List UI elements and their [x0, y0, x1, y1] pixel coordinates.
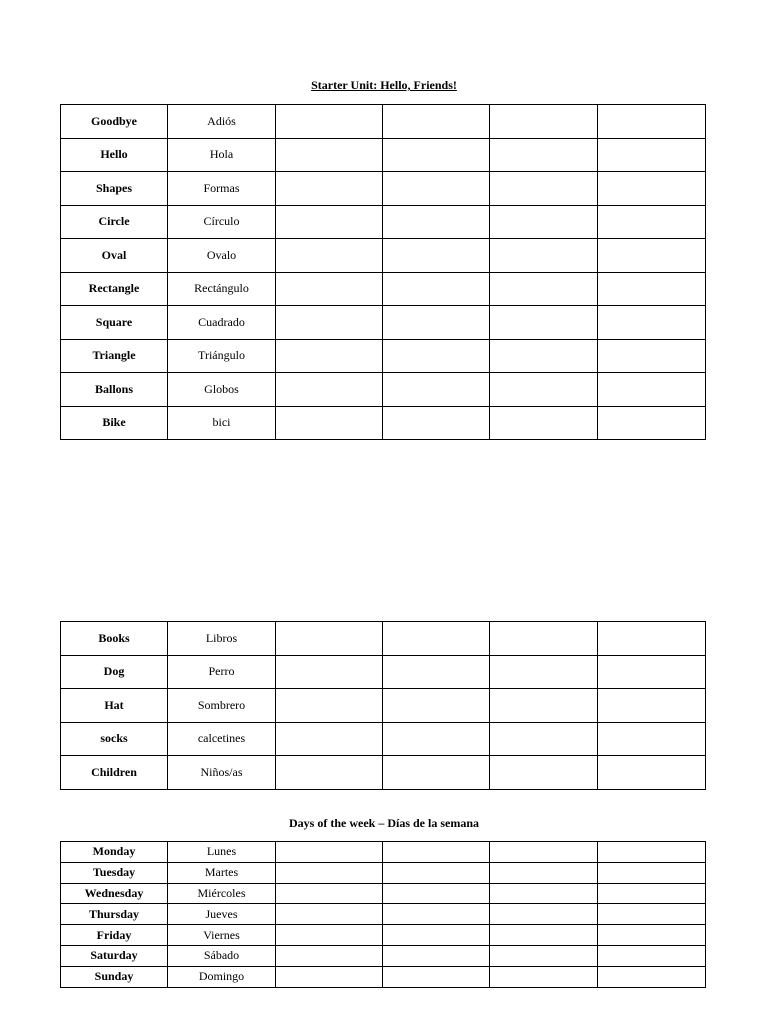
practice-cell — [276, 925, 383, 946]
spanish-word: Jueves — [168, 904, 276, 925]
english-word: Tuesday — [61, 862, 168, 883]
english-word: Monday — [61, 842, 168, 863]
practice-cell — [276, 966, 383, 987]
spanish-word: Rectángulo — [168, 272, 276, 306]
table-row — [61, 373, 706, 407]
practice-cell — [598, 842, 706, 863]
practice-cell — [383, 138, 490, 172]
practice-cell — [598, 722, 706, 756]
practice-cell — [383, 373, 490, 407]
english-word: Bike — [61, 406, 168, 440]
table-row — [61, 689, 706, 723]
practice-cell — [490, 966, 598, 987]
practice-cell — [383, 272, 490, 306]
practice-cell — [276, 842, 383, 863]
practice-cell — [276, 373, 383, 407]
spanish-word: Globos — [168, 373, 276, 407]
practice-cell — [598, 689, 706, 723]
spanish-word: bici — [168, 406, 276, 440]
english-word: Wednesday — [61, 883, 168, 904]
practice-cell — [383, 205, 490, 239]
spanish-word: calcetines — [168, 722, 276, 756]
section-title-days: Days of the week – Días de la semana — [289, 816, 479, 830]
practice-cell — [490, 205, 598, 239]
table-row — [61, 306, 706, 340]
practice-cell — [276, 722, 383, 756]
spanish-word: Viernes — [168, 925, 276, 946]
practice-cell — [490, 722, 598, 756]
practice-cell — [383, 689, 490, 723]
practice-cell — [383, 105, 490, 139]
table-row — [61, 862, 706, 883]
practice-cell — [598, 655, 706, 689]
table-row — [61, 842, 706, 863]
spanish-word: Niños/as — [168, 756, 276, 790]
practice-cell — [276, 904, 383, 925]
table-row — [61, 722, 706, 756]
practice-cell — [490, 622, 598, 656]
practice-cell — [598, 172, 706, 206]
english-word: Goodbye — [61, 105, 168, 139]
practice-cell — [598, 406, 706, 440]
table-row — [61, 239, 706, 273]
practice-cell — [383, 406, 490, 440]
practice-cell — [383, 306, 490, 340]
days-table — [60, 841, 706, 988]
spanish-word: Martes — [168, 862, 276, 883]
spanish-word: Domingo — [168, 966, 276, 987]
practice-cell — [383, 622, 490, 656]
practice-cell — [383, 756, 490, 790]
practice-cell — [383, 655, 490, 689]
practice-cell — [383, 904, 490, 925]
spanish-word: Triángulo — [168, 339, 276, 373]
practice-cell — [598, 239, 706, 273]
table-row — [61, 406, 706, 440]
practice-cell — [490, 105, 598, 139]
practice-cell — [598, 966, 706, 987]
practice-cell — [276, 689, 383, 723]
practice-cell — [490, 655, 598, 689]
practice-cell — [490, 339, 598, 373]
english-word: Ballons — [61, 373, 168, 407]
vocab-table-2 — [60, 621, 706, 790]
practice-cell — [276, 883, 383, 904]
practice-cell — [598, 756, 706, 790]
english-word: Children — [61, 756, 168, 790]
practice-cell — [276, 138, 383, 172]
table-row — [61, 172, 706, 206]
practice-cell — [383, 862, 490, 883]
table-row — [61, 966, 706, 987]
english-word: Hat — [61, 689, 168, 723]
practice-cell — [276, 945, 383, 966]
practice-cell — [276, 272, 383, 306]
practice-cell — [598, 862, 706, 883]
practice-cell — [598, 945, 706, 966]
practice-cell — [490, 945, 598, 966]
practice-cell — [276, 205, 383, 239]
practice-cell — [490, 862, 598, 883]
practice-cell — [598, 925, 706, 946]
spanish-word: Perro — [168, 655, 276, 689]
english-word: Dog — [61, 655, 168, 689]
practice-cell — [598, 138, 706, 172]
practice-cell — [383, 842, 490, 863]
practice-cell — [276, 339, 383, 373]
practice-cell — [276, 862, 383, 883]
practice-cell — [598, 904, 706, 925]
practice-cell — [383, 172, 490, 206]
practice-cell — [490, 689, 598, 723]
practice-cell — [276, 622, 383, 656]
practice-cell — [490, 406, 598, 440]
english-word: Books — [61, 622, 168, 656]
practice-cell — [383, 945, 490, 966]
practice-cell — [598, 373, 706, 407]
spanish-word: Miércoles — [168, 883, 276, 904]
table-row — [61, 925, 706, 946]
practice-cell — [383, 339, 490, 373]
spanish-word: Lunes — [168, 842, 276, 863]
practice-cell — [490, 306, 598, 340]
spanish-word: Sábado — [168, 945, 276, 966]
spanish-word: Sombrero — [168, 689, 276, 723]
practice-cell — [490, 172, 598, 206]
practice-cell — [276, 105, 383, 139]
english-word: Saturday — [61, 945, 168, 966]
table-row — [61, 205, 706, 239]
spanish-word: Adiós — [168, 105, 276, 139]
table-row — [61, 138, 706, 172]
practice-cell — [490, 925, 598, 946]
english-word: Hello — [61, 138, 168, 172]
spanish-word: Formas — [168, 172, 276, 206]
english-word: Square — [61, 306, 168, 340]
practice-cell — [490, 904, 598, 925]
english-word: Friday — [61, 925, 168, 946]
practice-cell — [598, 622, 706, 656]
english-word: socks — [61, 722, 168, 756]
practice-cell — [276, 306, 383, 340]
spanish-word: Hola — [168, 138, 276, 172]
practice-cell — [276, 756, 383, 790]
table-row — [61, 756, 706, 790]
practice-cell — [276, 655, 383, 689]
practice-cell — [490, 756, 598, 790]
english-word: Oval — [61, 239, 168, 273]
practice-cell — [598, 272, 706, 306]
practice-cell — [383, 925, 490, 946]
practice-cell — [598, 339, 706, 373]
spanish-word: Ovalo — [168, 239, 276, 273]
table-row — [61, 622, 706, 656]
practice-cell — [598, 105, 706, 139]
practice-cell — [383, 239, 490, 273]
practice-cell — [383, 722, 490, 756]
practice-cell — [276, 172, 383, 206]
english-word: Sunday — [61, 966, 168, 987]
practice-cell — [598, 883, 706, 904]
practice-cell — [490, 239, 598, 273]
english-word: Thursday — [61, 904, 168, 925]
english-word: Rectangle — [61, 272, 168, 306]
practice-cell — [383, 883, 490, 904]
table-row — [61, 883, 706, 904]
practice-cell — [383, 966, 490, 987]
practice-cell — [276, 406, 383, 440]
practice-cell — [490, 138, 598, 172]
practice-cell — [598, 306, 706, 340]
table-row — [61, 339, 706, 373]
spanish-word: Libros — [168, 622, 276, 656]
english-word: Shapes — [61, 172, 168, 206]
practice-cell — [490, 883, 598, 904]
page-title: Starter Unit: Hello, Friends! — [311, 78, 457, 92]
spanish-word: Círculo — [168, 205, 276, 239]
spanish-word: Cuadrado — [168, 306, 276, 340]
practice-cell — [490, 272, 598, 306]
table-row — [61, 945, 706, 966]
practice-cell — [276, 239, 383, 273]
vocab-table-1 — [60, 104, 706, 440]
practice-cell — [490, 373, 598, 407]
table-row — [61, 655, 706, 689]
practice-cell — [490, 842, 598, 863]
table-row — [61, 904, 706, 925]
practice-cell — [598, 205, 706, 239]
english-word: Triangle — [61, 339, 168, 373]
table-row — [61, 105, 706, 139]
english-word: Circle — [61, 205, 168, 239]
table-row — [61, 272, 706, 306]
